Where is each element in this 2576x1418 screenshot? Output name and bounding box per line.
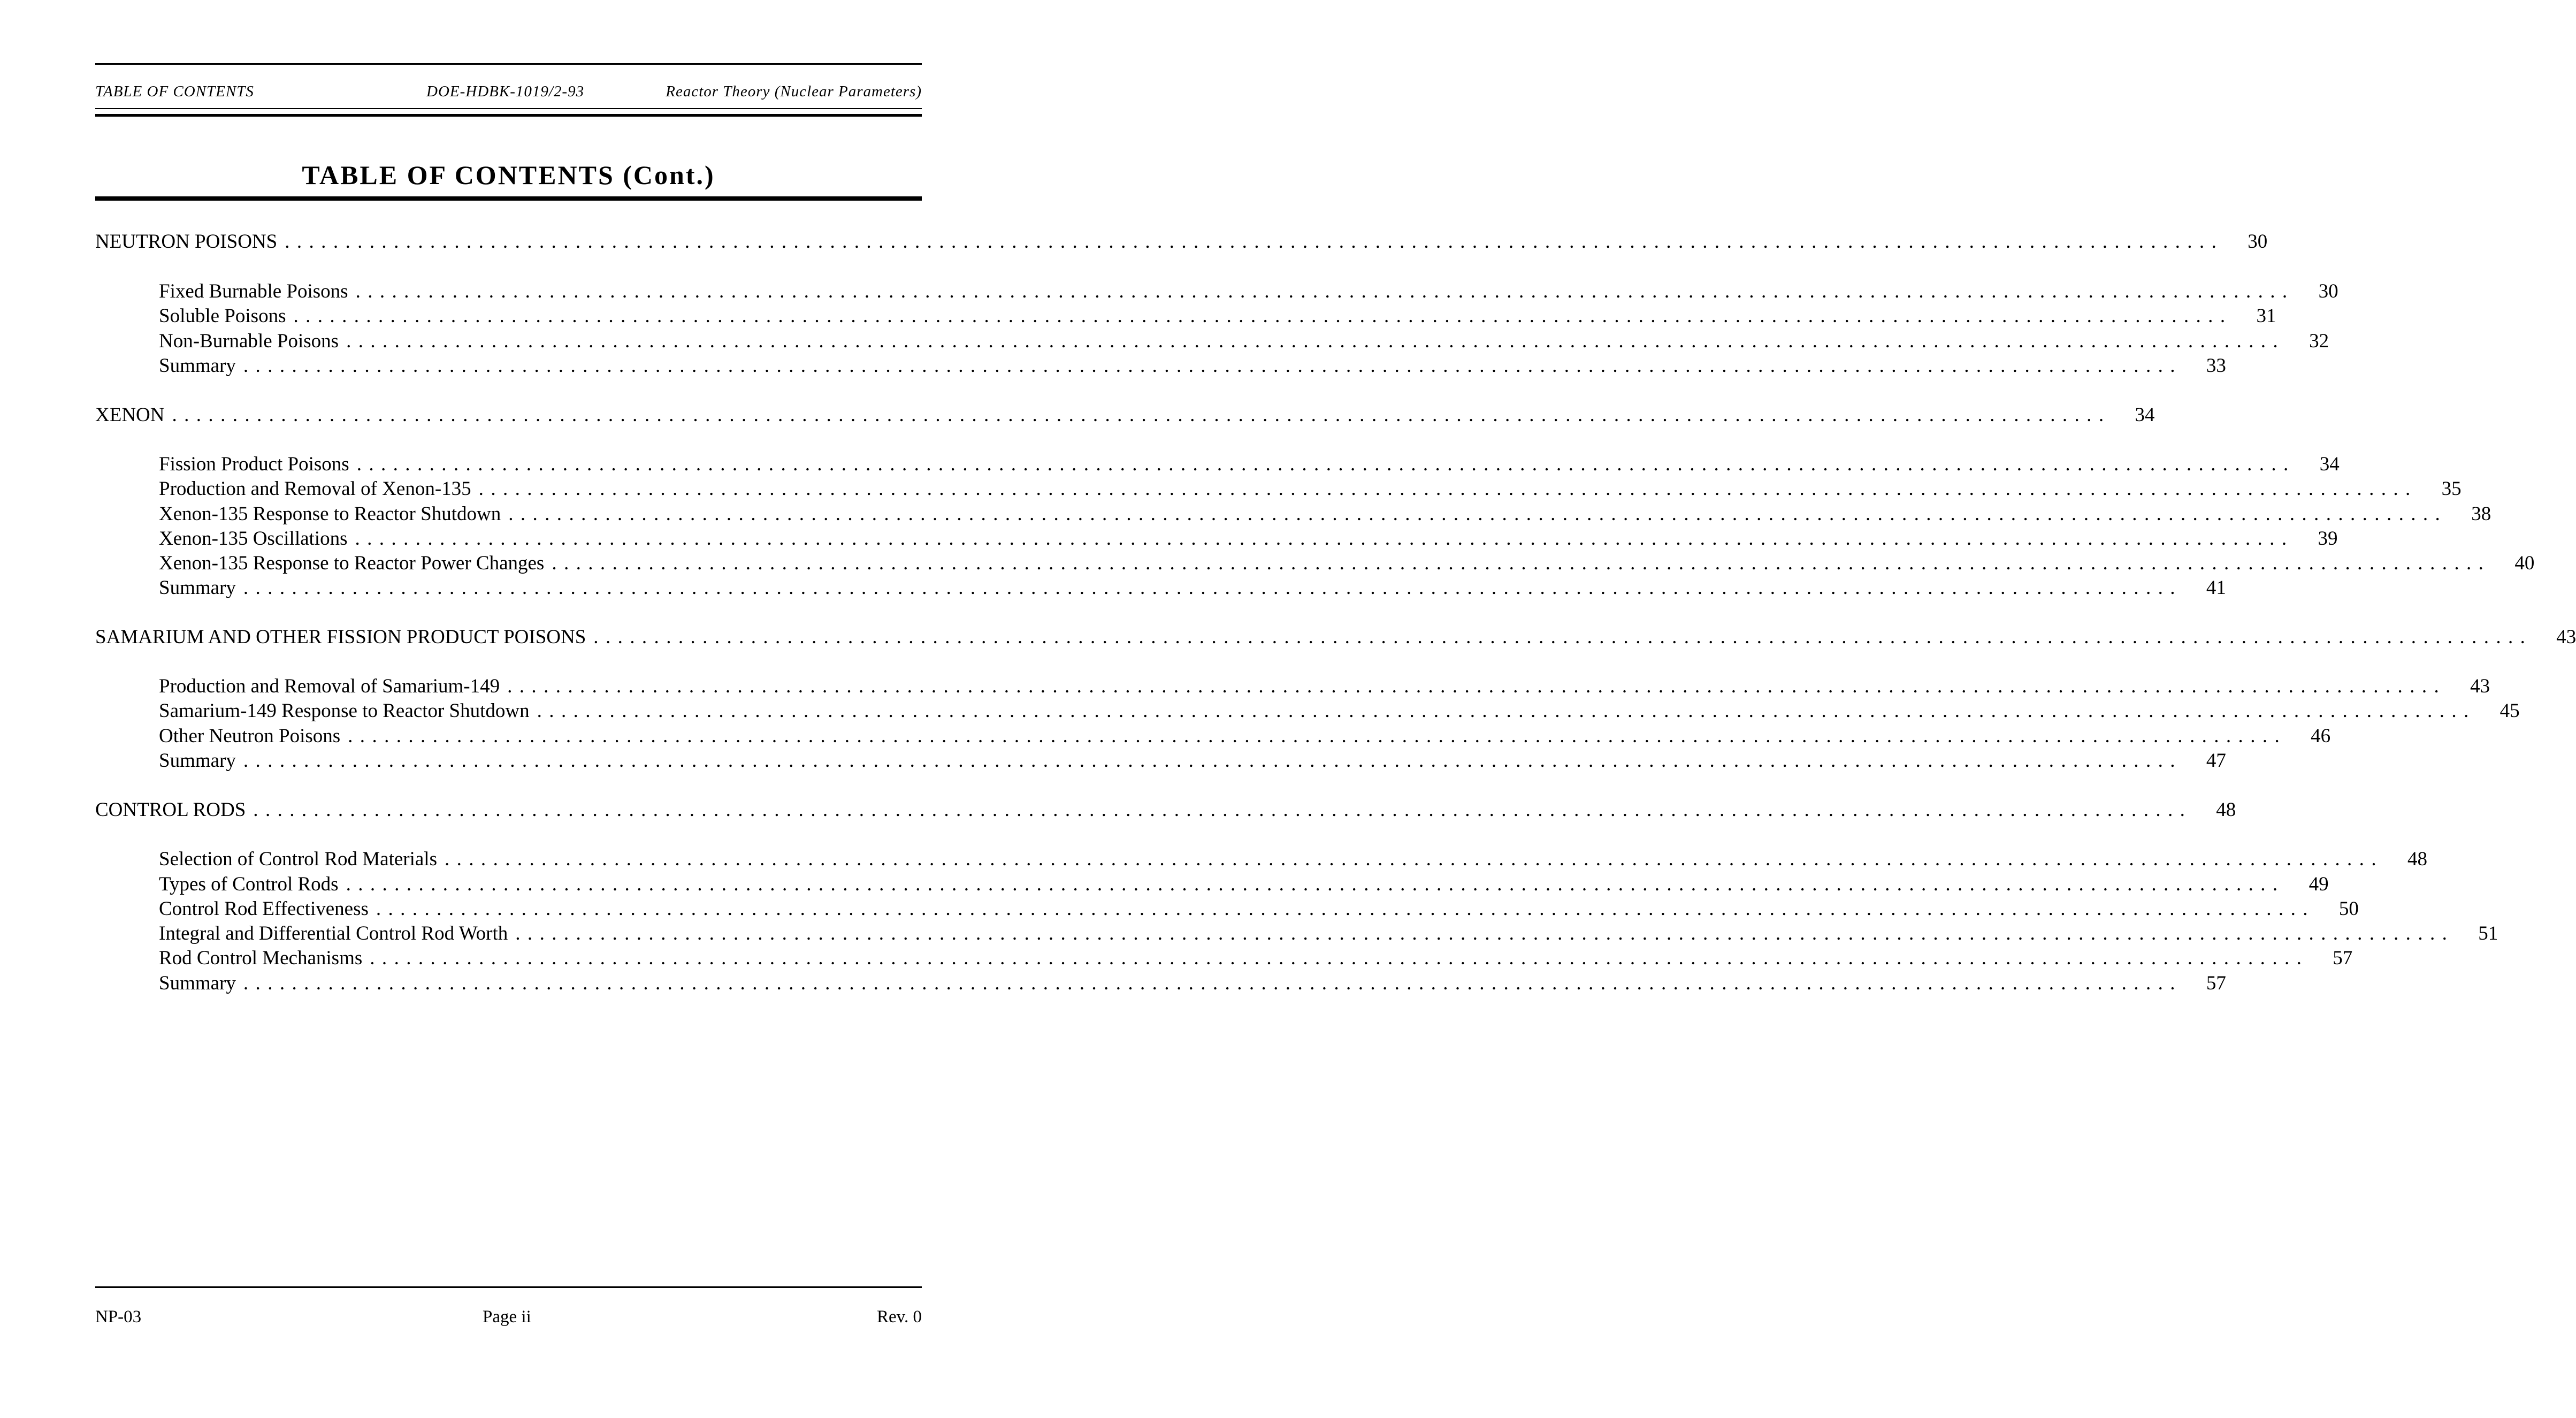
toc-leader-dots: ................................................................................................................................................................	[253, 799, 2192, 821]
toc-entry[interactable]	[159, 848, 2427, 872]
toc-entry-label: Xenon-135 Response to Reactor Power Changes	[159, 552, 545, 574]
toc-entry[interactable]	[159, 725, 2331, 749]
toc-entry[interactable]	[159, 354, 2226, 379]
toc-entry-page: 34	[2319, 453, 2340, 475]
toc-leader-dots: ................................................................................................................................................................	[444, 848, 2383, 870]
toc-entry-page: 57	[2333, 947, 2353, 969]
toc-entry-label: Xenon-135 Response to Reactor Shutdown	[159, 503, 501, 525]
header-bottom-rule-thick	[95, 114, 922, 117]
toc-entry-page: 33	[2206, 355, 2226, 377]
toc-entry[interactable]	[159, 552, 2535, 576]
toc-leader-dots: ................................................................................................................................................................	[285, 231, 2224, 253]
toc-entry[interactable]	[95, 403, 2155, 428]
toc-entry-label: Other Neutron Poisons	[159, 725, 341, 747]
toc-entry-label: Integral and Differential Control Rod Worth	[159, 923, 508, 944]
toc-entry-page: 30	[2248, 231, 2268, 253]
header-document-number: DOE-HDBK-1019/2-93	[426, 83, 585, 100]
page-title: TABLE OF CONTENTS (Cont.)	[302, 160, 715, 190]
toc-leader-dots: ................................................................................................................................................................	[370, 947, 2309, 969]
toc-entry-page: 34	[2135, 404, 2155, 426]
toc-entry-label: Rod Control Mechanisms	[159, 947, 363, 969]
toc-entry[interactable]	[159, 280, 2338, 304]
toc-entry[interactable]	[159, 897, 2359, 922]
toc-entry[interactable]	[95, 798, 2236, 823]
title-underline	[95, 196, 922, 201]
toc-entry-page: 43	[2556, 626, 2576, 648]
toc-entry[interactable]	[159, 947, 2353, 971]
toc-entry-page: 46	[2311, 725, 2331, 747]
toc-entry[interactable]	[159, 304, 2276, 329]
toc-entry-label: Xenon-135 Oscillations	[159, 528, 348, 550]
toc-leader-dots: ................................................................................................................................................................	[515, 923, 2455, 944]
toc-entry-label: Summary	[159, 750, 236, 772]
toc-entry-label: Summary	[159, 972, 236, 994]
toc-leader-dots: ................................................................................................................................................................	[243, 750, 2182, 772]
toc-entry-page: 45	[2499, 700, 2520, 722]
toc-leader-dots: ................................................................................................................................................................	[346, 330, 2285, 352]
toc-leader-dots: ................................................................................................................................................................	[293, 305, 2233, 327]
toc-entry[interactable]	[159, 502, 2491, 527]
toc-leader-dots: ................................................................................................................................................................	[243, 972, 2182, 994]
toc-entry-page: 39	[2318, 528, 2338, 550]
header-section-name: TABLE OF CONTENTS	[95, 83, 254, 100]
toc-leader-dots: ................................................................................................................................................................	[508, 503, 2448, 525]
toc-entry[interactable]	[159, 477, 2462, 502]
header-bottom-rule-thin	[95, 108, 922, 109]
toc-entry-label: Fission Product Poisons	[159, 453, 349, 475]
running-header	[95, 83, 922, 104]
toc-entry[interactable]	[159, 972, 2226, 996]
toc-entry-label: Types of Control Rods	[159, 873, 339, 895]
toc-entry-label: Summary	[159, 355, 236, 377]
toc-entry-label: Summary	[159, 577, 236, 599]
toc-entry-label: Fixed Burnable Poisons	[159, 280, 348, 302]
toc-entry-page: 35	[2441, 478, 2462, 500]
toc-entry-label: CONTROL RODS	[95, 799, 246, 821]
toc-entry-label: SAMARIUM AND OTHER FISSION PRODUCT POISONS	[95, 626, 586, 648]
toc-entry-page: 49	[2309, 873, 2329, 895]
toc-entry-page: 41	[2206, 577, 2226, 599]
toc-entry[interactable]	[159, 527, 2338, 552]
toc-leader-dots: ................................................................................................................................................................	[356, 453, 2296, 475]
toc-entry[interactable]	[95, 626, 2576, 650]
toc-entry[interactable]	[159, 675, 2490, 699]
toc-entry-label: Soluble Poisons	[159, 305, 286, 327]
toc-entry-label: Control Rod Effectiveness	[159, 898, 369, 920]
toc-leader-dots: ................................................................................................................................................................	[593, 626, 2533, 648]
toc-entry-page: 30	[2318, 280, 2338, 302]
header-document-title: Reactor Theory (Nuclear Parameters)	[666, 83, 922, 100]
toc-leader-dots: ................................................................................................................................................................	[346, 873, 2285, 895]
toc-entry[interactable]	[159, 749, 2226, 774]
toc-entry-page: 57	[2206, 972, 2226, 994]
toc-entry[interactable]	[159, 453, 2340, 477]
toc-entry-page: 48	[2407, 848, 2427, 870]
toc-leader-dots: ................................................................................................................................................................	[355, 280, 2295, 302]
toc-leader-dots: ................................................................................................................................................................	[355, 528, 2294, 550]
toc-entry[interactable]	[159, 873, 2329, 897]
toc-entry-page: 50	[2338, 898, 2359, 920]
toc-entry-label: Production and Removal of Xenon-135	[159, 478, 471, 500]
toc-entry-page: 38	[2471, 503, 2491, 525]
toc-leader-dots: ................................................................................................................................................................	[537, 700, 2476, 722]
toc-entry-page: 32	[2309, 330, 2329, 352]
toc-entry-label: Samarium-149 Response to Reactor Shutdown	[159, 700, 530, 722]
toc-entry-page: 31	[2256, 305, 2276, 327]
toc-entry-page: 51	[2478, 923, 2498, 944]
toc-leader-dots: ................................................................................................................................................................	[243, 355, 2182, 377]
toc-leader-dots: ................................................................................................................................................................	[478, 478, 2418, 500]
toc-entry[interactable]	[159, 330, 2329, 354]
toc-entry-page: 43	[2470, 675, 2490, 697]
toc-entry-label: NEUTRON POISONS	[95, 231, 278, 253]
toc-entry[interactable]	[159, 922, 2498, 947]
toc-leader-dots: ................................................................................................................................................................	[552, 552, 2491, 574]
header-top-rule	[95, 63, 922, 65]
toc-entry-page: 47	[2206, 750, 2226, 772]
footer-module-code: NP-03	[95, 1307, 142, 1326]
toc-entry[interactable]	[159, 576, 2226, 601]
toc-leader-dots: ................................................................................................................................................................	[348, 725, 2287, 747]
running-footer	[95, 1307, 922, 1329]
toc-entry-label: Non-Burnable Poisons	[159, 330, 339, 352]
toc-entry-page: 48	[2216, 799, 2236, 821]
toc-leader-dots: ................................................................................................................................................................	[172, 404, 2111, 426]
footer-page-number: Page ii	[483, 1307, 531, 1326]
toc-entry-label: XENON	[95, 404, 165, 426]
toc-entry-label: Production and Removal of Samarium-149	[159, 675, 500, 697]
footer-rule	[95, 1286, 922, 1288]
toc-leader-dots: ................................................................................................................................................................	[243, 577, 2182, 599]
toc-entry[interactable]	[95, 230, 2268, 255]
toc-entry-page: 40	[2514, 552, 2535, 574]
toc-leader-dots: ................................................................................................................................................................	[507, 675, 2447, 697]
toc-entry-label: Selection of Control Rod Materials	[159, 848, 437, 870]
toc-leader-dots: ................................................................................................................................................................	[376, 898, 2315, 920]
footer-revision: Rev. 0	[876, 1307, 922, 1326]
toc-entry[interactable]	[159, 699, 2520, 724]
